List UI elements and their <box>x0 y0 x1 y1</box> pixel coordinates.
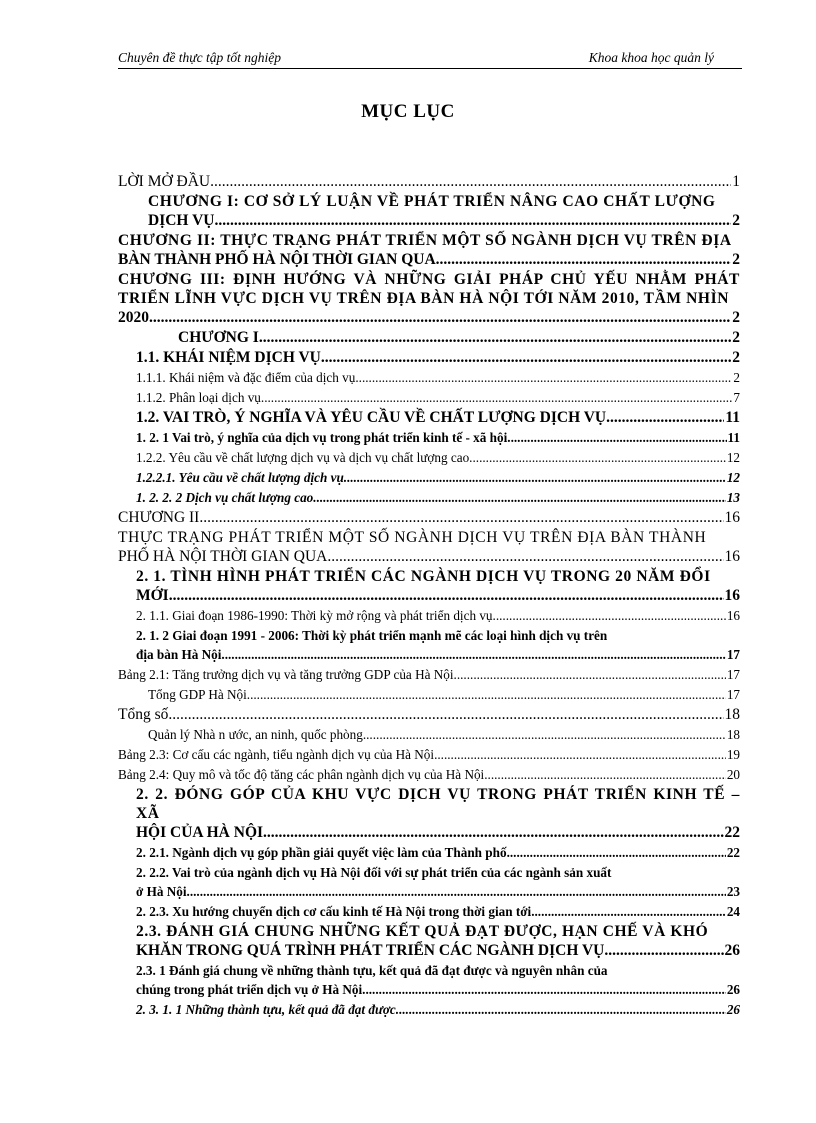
toc-entry-text: LỜI MỞ ĐẦU <box>118 173 211 190</box>
toc-entry[interactable] <box>118 745 740 765</box>
page-title: MỤC LỤC <box>361 101 455 122</box>
toc-entry-text: CHƯƠNG I: CƠ SỞ LÝ LUẬN VỀ PHÁT TRIỂN NÂNG CAO CHẤT LƯỢNG <box>148 193 716 210</box>
page-header <box>118 50 742 69</box>
toc-entry-page: 26 <box>726 1002 740 1017</box>
toc-entry-text: Bảng 2.1: Tăng trưởng dịch vụ và tăng trưởng GDP của Hà Nội <box>118 667 454 682</box>
toc-entry-text-cont: 2020 <box>118 309 149 326</box>
toc-entry-text-cont: MỚI <box>136 587 169 604</box>
toc-entry-text: 2. 1. TÌNH HÌNH PHÁT TRIỂN CÁC NGÀNH DỊCH VỤ TRONG 20 NĂM ĐỔI <box>136 568 711 585</box>
toc-entry-text: Tổng số <box>118 706 169 723</box>
toc-entry[interactable] <box>118 468 740 488</box>
toc-entry-text-cont: PHỐ HÀ NỘI THỜI GIAN QUA <box>118 548 328 565</box>
toc-entry-text-cont: KHĂN TRONG QUÁ TRÌNH PHÁT TRIỂN CÁC NGÀNH DỊCH VỤ <box>136 942 605 959</box>
toc-entry-text: 1. 2. 1 Vai trò, ý nghĩa của dịch vụ trong phát triển kinh tế - xã hội <box>136 430 508 445</box>
toc-entry-text: 2. 1.1. Giai đoạn 1986-1990: Thời kỳ mở rộng và phát triển dịch vụ <box>136 608 493 623</box>
toc-entry-text: 2. 2.2. Vai trò của ngành dịch vụ Hà Nội đối với sự phát triển của các ngành sản xuất <box>136 865 612 880</box>
toc-entry-page: 16 <box>724 509 740 526</box>
toc-entry-page: 12 <box>726 470 740 485</box>
toc-entry-text: 2. 3. 1. 1 Những thành tựu, kết quả đã đạt được <box>136 1002 396 1017</box>
toc-entry-text: Tổng GDP Hà Nội <box>148 687 247 702</box>
toc-entry[interactable] <box>118 270 740 328</box>
toc-entry-page: 17 <box>726 687 740 702</box>
toc-entry[interactable] <box>118 448 740 468</box>
table-of-contents <box>118 172 740 1020</box>
toc-entry-text-cont: DỊCH VỤ <box>148 212 215 229</box>
toc-entry[interactable] <box>118 328 740 348</box>
toc-entry[interactable] <box>118 231 740 270</box>
toc-entry[interactable] <box>118 626 740 665</box>
toc-entry-page: 11 <box>727 430 740 445</box>
header-left: Chuyên đề thực tập tốt nghiệp <box>118 50 281 65</box>
toc-entry-text: CHƯƠNG II <box>118 509 200 526</box>
toc-entry[interactable] <box>118 902 740 922</box>
toc-entry-text: 1.1. KHÁI NIỆM DỊCH VỤ <box>136 349 321 366</box>
toc-entry[interactable] <box>118 368 740 388</box>
toc-entry-page: 7 <box>733 390 740 405</box>
toc-entry-text: 1. 2. 2. 2 Dịch vụ chất lượng cao <box>136 490 314 505</box>
toc-entry[interactable] <box>118 765 740 785</box>
toc-entry-page: 11 <box>725 409 740 426</box>
toc-entry[interactable] <box>118 348 740 368</box>
header-right: Khoa khoa học quản lý <box>588 50 714 65</box>
toc-entry-page: 2 <box>733 370 740 385</box>
toc-entry-page: 2 <box>732 309 740 326</box>
toc-entry-text: 2. 1. 2 Giai đoạn 1991 - 2006: Thời kỳ phát triển mạnh mẽ các loại hình dịch vụ trên <box>136 628 608 643</box>
toc-entry-page: 1 <box>732 173 740 190</box>
toc-entry-page: 16 <box>726 608 740 623</box>
toc-entry-page: 16 <box>724 548 740 565</box>
toc-entry-text-cont: địa bàn Hà Nội <box>136 647 222 662</box>
toc-entry[interactable] <box>118 508 740 528</box>
toc-entry[interactable] <box>118 388 740 408</box>
toc-entry-page: 2 <box>732 329 740 346</box>
toc-entry[interactable] <box>118 172 740 192</box>
toc-entry-page: 19 <box>726 747 740 762</box>
toc-entry[interactable] <box>118 863 740 902</box>
toc-entry-page: 23 <box>726 884 740 899</box>
toc-entry-page: 16 <box>724 587 740 604</box>
toc-entry[interactable] <box>118 567 740 606</box>
toc-entry-page: 24 <box>726 904 740 919</box>
toc-entry[interactable] <box>118 922 740 961</box>
toc-entry-page: 17 <box>726 667 740 682</box>
toc-entry-text: 1.2. VAI TRÒ, Ý NGHĨA VÀ YÊU CẦU VỀ CHẤT LƯỢNG DỊCH VỤ <box>136 409 607 426</box>
toc-entry-page: 13 <box>726 490 740 505</box>
toc-entry[interactable] <box>118 725 740 745</box>
toc-entry-text: Quản lý Nhà n ước, an ninh, quốc phòng <box>148 727 363 742</box>
toc-entry-page: 2 <box>732 212 740 229</box>
toc-entry-text: 1.1.2. Phân loại dịch vụ <box>136 390 261 405</box>
toc-entry-page: 18 <box>726 727 740 742</box>
toc-entry-text-cont: HỘI CỦA HÀ NỘI <box>136 824 264 841</box>
toc-entry[interactable] <box>118 843 740 863</box>
toc-entry-page: 20 <box>726 767 740 782</box>
toc-entry-text: 1.2.2.1. Yêu cầu về chất lượng dịch vụ <box>136 470 344 485</box>
toc-entry-text: Bảng 2.3: Cơ cấu các ngành, tiểu ngành dịch vụ của Hà Nội <box>118 747 435 762</box>
toc-entry-text: 2. 2.1. Ngành dịch vụ góp phần giải quyết việc làm của Thành phố <box>136 845 507 860</box>
toc-entry-page: 17 <box>726 647 740 662</box>
toc-entry-text: CHƯƠNG II: THỰC TRẠNG PHÁT TRIỂN MỘT SỐ NGÀNH DỊCH VỤ TRÊN ĐỊA <box>118 232 732 249</box>
toc-entry-page: 18 <box>724 706 740 723</box>
toc-entry[interactable] <box>118 192 740 231</box>
toc-entry-text: CHƯƠNG I <box>178 329 259 346</box>
toc-entry-text: THỰC TRẠNG PHÁT TRIỂN MỘT SỐ NGÀNH DỊCH VỤ TRÊN ĐỊA BÀN THÀNH <box>118 529 707 546</box>
toc-entry-text: 1.2.2. Yêu cầu về chất lượng dịch vụ và dịch vụ chất lượng cao <box>136 450 470 465</box>
toc-entry[interactable] <box>118 665 740 685</box>
toc-entry[interactable] <box>118 428 740 448</box>
toc-entry-text: 2. 2.3. Xu hướng chuyển dịch cơ cấu kinh tế Hà Nội trong thời gian tới <box>136 904 532 919</box>
toc-entry-page: 12 <box>726 450 740 465</box>
toc-entry-page: 2 <box>732 251 740 268</box>
toc-entry-text: 1.1.1. Khái niệm và đặc điểm của dịch vụ <box>136 370 356 385</box>
toc-entry[interactable] <box>118 488 740 508</box>
toc-entry[interactable] <box>118 705 740 725</box>
toc-entry-text-cont: ở Hà Nội <box>136 884 187 899</box>
toc-entry-page: 26 <box>724 942 740 959</box>
toc-entry[interactable] <box>118 528 740 567</box>
toc-entry[interactable] <box>118 1000 740 1020</box>
toc-entry-page: 22 <box>726 845 740 860</box>
toc-entry-text: 2.3. 1 Đánh giá chung về những thành tựu, kết quả đã đạt được và nguyên nhân của <box>136 963 608 978</box>
toc-entry-text: 2. 2. ĐÓNG GÓP CỦA KHU VỰC DỊCH VỤ TRONG PHÁT TRIỂN KINH TẾ – XÃ <box>136 786 740 822</box>
toc-entry-text-cont: BÀN THÀNH PHỐ HÀ NỘI THỜI GIAN QUA <box>118 251 436 268</box>
toc-entry[interactable] <box>118 606 740 626</box>
toc-entry-page: 22 <box>724 824 740 841</box>
toc-entry-text: Bảng 2.4: Quy mô và tốc độ tăng các phân ngành dịch vụ của Hà Nội <box>118 767 485 782</box>
toc-entry-page: 2 <box>732 349 740 366</box>
toc-entry-text: 2.3. ĐÁNH GIÁ CHUNG NHỮNG KẾT QUẢ ĐẠT ĐƯỢC, HẠN CHẾ VÀ KHÓ <box>136 923 709 940</box>
toc-entry-text: CHƯƠNG III: ĐỊNH HƯỚNG VÀ NHỮNG GIẢI PHÁP CHỦ YẾU NHẰM PHÁT TRIỂN LĨNH VỰC DỊCH VỤ TRÊN ĐỊA BÀN HÀ NỘI TỚI NĂM 2010, TẦM NHÌN <box>118 271 740 307</box>
toc-entry[interactable] <box>118 961 740 1000</box>
toc-entry-page: 26 <box>726 982 740 997</box>
toc-entry-text-cont: chúng trong phát triển dịch vụ ở Hà Nội <box>136 982 363 997</box>
toc-entry[interactable] <box>118 408 740 428</box>
toc-entry[interactable] <box>118 785 740 843</box>
toc-entry[interactable] <box>118 685 740 705</box>
